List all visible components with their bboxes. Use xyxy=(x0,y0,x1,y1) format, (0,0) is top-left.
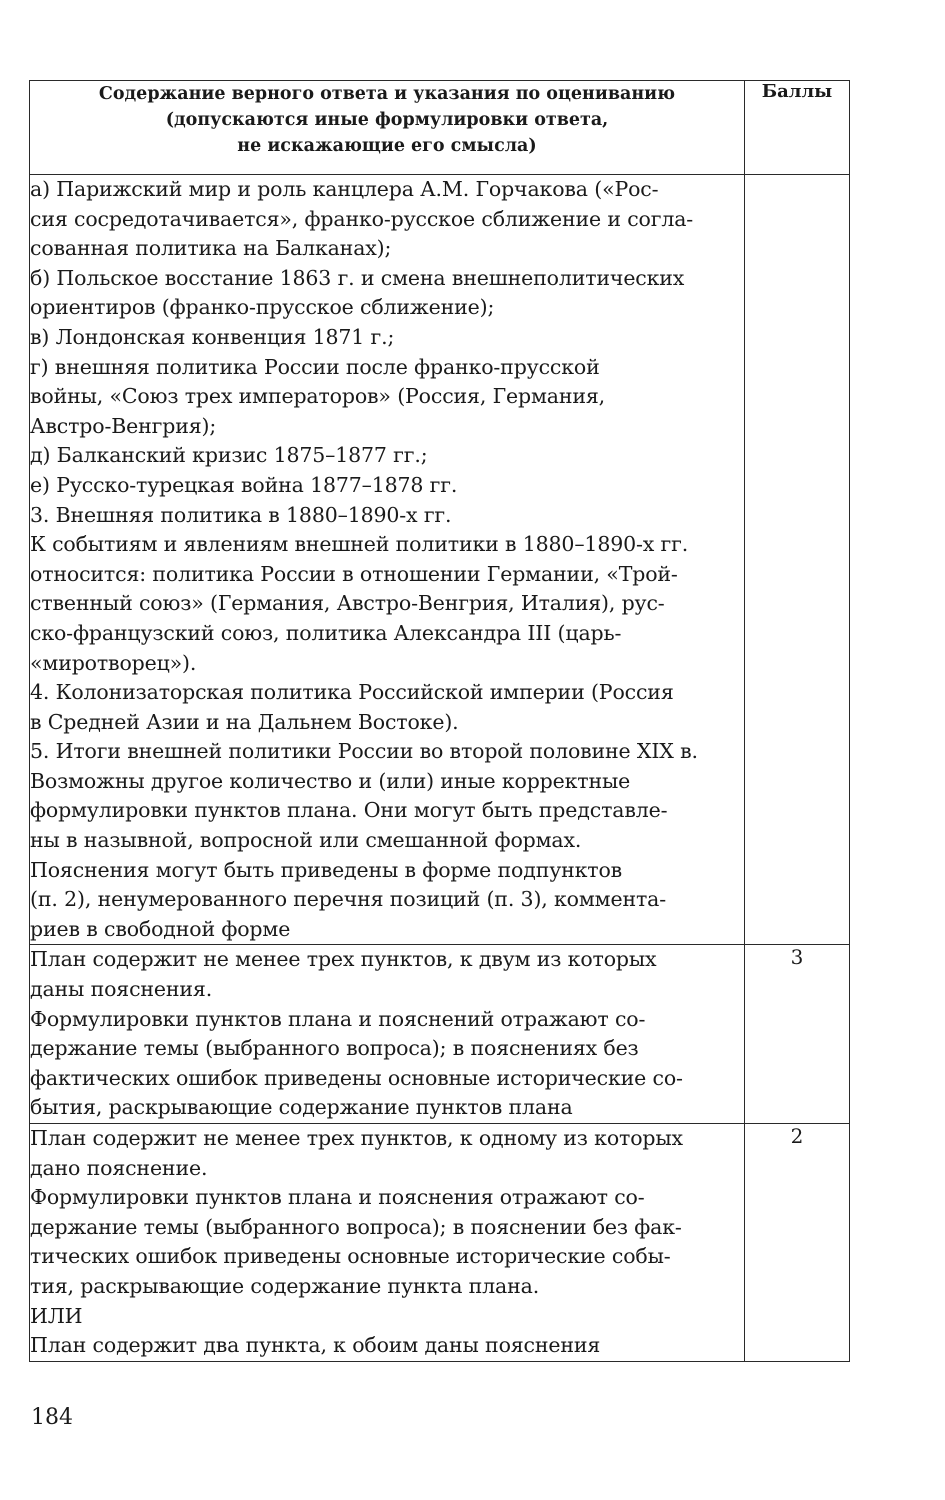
criteria-header-line: не искажающие его смысла) xyxy=(237,136,537,156)
text-line: е) Русско-турецкая война 1877–1878 гг. xyxy=(30,472,458,497)
text-line: План содержит не менее трех пунктов, к одному из которых xyxy=(30,1126,683,1150)
text-line: риев в свободной форме xyxy=(30,916,291,941)
text-line: Формулировки пунктов плана и пояснения отражают со- xyxy=(30,1185,645,1210)
text-line: формулировки пунктов плана. Они могут быть представле- xyxy=(30,798,668,823)
text-line: бытия, раскрывающие содержание пунктов плана xyxy=(30,1095,573,1120)
text-line: а) Парижский мир и роль канцлера А.М. Горчакова («Рос- xyxy=(30,177,659,201)
text-line: тических ошибок приведены основные исторические собы- xyxy=(30,1244,671,1269)
text-line: держание темы (выбранного вопроса); в пояснении без фак- xyxy=(30,1214,682,1239)
criteria-cell xyxy=(30,1124,745,1362)
text-line: 3. Внешняя политика в 1880–1890-х гг. xyxy=(30,502,452,527)
text-line: (п. 2), ненумерованного перечня позиций (п. 3), коммента- xyxy=(30,887,666,912)
text-line: дано пояснение. xyxy=(30,1155,208,1180)
text-line: относится: политика России в отношении Германии, «Трой- xyxy=(30,561,678,586)
text-line: держание темы (выбранного вопроса); в пояснениях без xyxy=(30,1036,639,1061)
score-cell: 3 xyxy=(745,945,850,1124)
text-line: Формулировки пунктов плана и пояснений отражают со- xyxy=(30,1006,646,1031)
text-line: Австро-Венгрия); xyxy=(30,413,217,438)
text-line: сованная политика на Балканах); xyxy=(30,236,392,261)
page-number: 184 xyxy=(31,1405,73,1430)
text-line: ИЛИ xyxy=(30,1303,83,1328)
criteria-cell xyxy=(30,945,745,1124)
text-line: войны, «Союз трех императоров» (Россия, Германия, xyxy=(30,384,605,409)
grading-table xyxy=(29,80,850,1362)
text-line: д) Балканский кризис 1875–1877 гг.; xyxy=(30,443,428,468)
text-line: ственный союз» (Германия, Австро-Венгрия, Италия), рус- xyxy=(30,591,665,616)
text-line: Пояснения могут быть приведены в форме подпунктов xyxy=(30,857,623,882)
table-row xyxy=(30,945,850,1124)
text-line: б) Польское восстание 1863 г. и смена внешнеполитических xyxy=(30,265,685,290)
text-line: 5. Итоги внешней политики России во второй половине XIX в. xyxy=(30,739,698,764)
text-line: План содержит два пункта, к обоим даны пояснения xyxy=(30,1333,601,1358)
text-line: в) Лондонская конвенция 1871 г.; xyxy=(30,324,395,349)
score-header: Баллы xyxy=(745,81,850,175)
criteria-header xyxy=(30,81,745,175)
text-line: фактических ошибок приведены основные исторические со- xyxy=(30,1065,683,1090)
criteria-cell xyxy=(30,175,745,945)
text-line: ны в назывной, вопросной или смешанной формах. xyxy=(30,828,582,853)
text-line: План содержит не менее трех пунктов, к двум из которых xyxy=(30,947,657,972)
text-line: ско-французский союз, политика Александра III (царь- xyxy=(30,620,622,645)
criteria-header-line: Содержание верного ответа и указания по оцениванию xyxy=(98,84,676,104)
text-line: г) внешняя политика России после франко-прусской xyxy=(30,354,600,379)
score-cell xyxy=(745,175,850,945)
text-line: К событиям и явлениям внешней политики в 1880–1890-х гг. xyxy=(30,532,689,557)
text-line: «миротворец»). xyxy=(30,650,197,675)
text-line: 4. Колонизаторская политика Российской империи (Россия xyxy=(30,680,674,705)
criteria-header-line: (допускаются иные формулировки ответа, xyxy=(165,110,609,130)
text-line: сия сосредотачивается», франко-русское сближение и согла- xyxy=(30,206,694,231)
table-row xyxy=(30,175,850,945)
text-line: ориентиров (франко-прусское сближение); xyxy=(30,295,495,320)
text-line: в Средней Азии и на Дальнем Востоке). xyxy=(30,709,459,734)
table-row xyxy=(30,1124,850,1362)
table-header-row xyxy=(30,81,850,175)
score-cell: 2 xyxy=(745,1124,850,1362)
text-line: даны пояснения. xyxy=(30,977,213,1002)
text-line: тия, раскрывающие содержание пункта плана. xyxy=(30,1273,540,1298)
text-line: Возможны другое количество и (или) иные корректные xyxy=(30,768,631,793)
